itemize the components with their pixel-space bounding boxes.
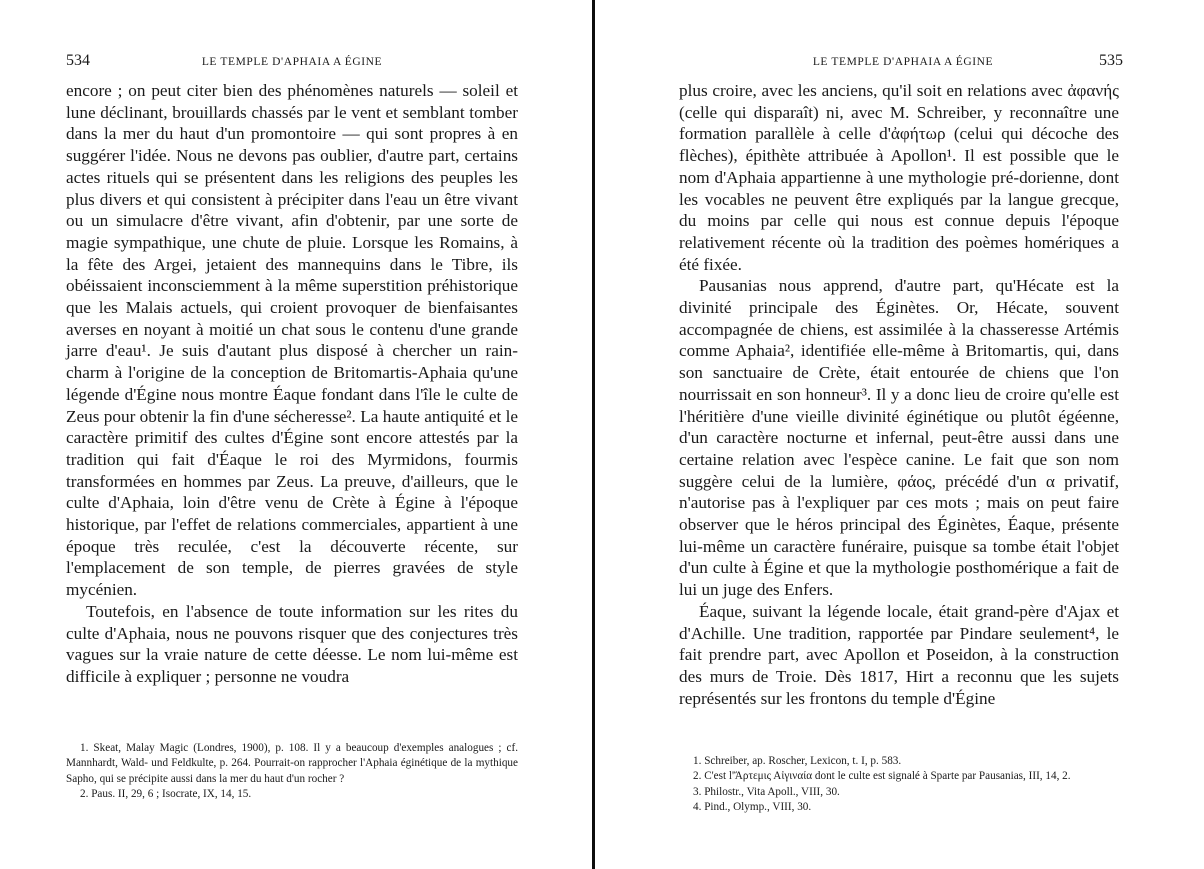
right-page-body [679, 80, 1119, 709]
right-paragraph-1: plus croire, avec les anciens, qu'il soit en relations avec ἀφανής (celle qui disparaît) ni, avec M. Schreiber, y reconnaître une formation parallèle à celle d'ἀφήτωρ (celui qui décoche des flèches), épithète attribuée à Apollon¹. Il est possible que le nom d'Aphaia appartienne à une mythologie pré-dorienne, dont les vocables ne peuvent être expliqués par la langue grecque, du moins par celle qui nous est connue depuis l'époque relativement récente où la tradition des poèmes homériques a été fixée. [679, 81, 1119, 274]
right-footnote-1: 1. Schreiber, ap. Roscher, Lexicon, t. I, p. 583. [693, 755, 902, 767]
right-footnote-3: 3. Philostr., Vita Apoll., VIII, 30. [693, 785, 840, 798]
page-gutter-divider [592, 0, 595, 869]
left-page-number: 534 [66, 52, 90, 69]
left-footnote-1: 1. Skeat, Malay Magic (Londres, 1900), p. 108. Il y a beaucoup d'exemples analogues ; cf. Mannhardt, Wald- und Feldkulte, p. 264. Pourrait-on rapprocher l'Aphaia éginétique de la mythique Sapho, qui se précipite aussi dans la mer du haut d'un rocher ? [66, 742, 518, 785]
left-page [0, 0, 592, 869]
left-footnotes [66, 741, 518, 803]
right-page-header [683, 52, 1123, 74]
left-page-body [66, 80, 518, 688]
right-paragraph-2: Pausanias nous apprend, d'autre part, qu'Hécate est la divinité principale des Éginètes. Or, Hécate, souvent accompagnée de chiens, est assimilée à la chasseresse Artémis comme Aphaia², identifiée elle-même à Britomartis, qui, dans son sanctuaire de Crète, était entourée de chiens que l'on nourrissait en son honneur³. Il y a donc lieu de croire qu'elle est l'héritière d'une vieille divinité éginétique ou plutôt égéenne, d'un caractère nocturne et infernal, peut-être aussi dans une certaine relation avec l'espèce canine. Le fait que son nom suggère celui de la lumière, φάος, précédé d'un α privatif, n'autorise pas à l'expliquer par ces mots ; mais on peut faire observer que le héros principal des Éginètes, Éaque, présente lui-même un caractère funéraire, puisque sa tombe était l'objet d'un culte à Égine et que la mythologie posthomérique a fait de lui un juge des Enfers. [679, 276, 1119, 600]
right-footnotes [679, 754, 1119, 816]
left-page-header [66, 52, 518, 74]
left-paragraph-1: encore ; on peut citer bien des phénomènes naturels — soleil et lune déclinant, brouillards chassés par le vent et semblant tomber dans la mer du haut d'un promontoire — qui sont propres à en suggérer l'idée. Nous ne devons pas oublier, d'autre part, certains actes rituels qui se présentent dans les religions des peuples les plus divers et qui consistent à précipiter dans l'eau un être vivant ou un simulacre d'être vivant, afin d'obtenir, par une sorte de magie sympathique, une chute de pluie. Lorsque les Romains, à la fête des Argei, jetaient des mannequins dans le Tibre, ils obéissaient inconsciemment à la même superstition préhistorique que les Malais actuels, qui croient provoquer de bienfaisantes averses en noyant à moitié un chat sous le contenu d'une grande jarre d'eau¹. Je suis d'autant plus disposé à chercher un rain-charm à l'origine de la conception de Britomartis-Aphaia qu'une légende d'Égine nous montre Éaque fondant dans l'île le culte de Zeus pour obtenir la fin d'une sécheresse². La haute antiquité et le caractère primitif des cultes d'Égine sont encore attestés par la tradition qui fait d'Éaque le roi des Myrmidons, fourmis transformées en hommes par Zeus. La preuve, d'ailleurs, que le culte d'Aphaia, loin d'être venu de Crète à Égine à l'époque historique, par l'effet de relations commerciales, appartient à une époque très reculée, c'est la découverte récente, sur l'emplacement de son temple, de pierres gravées de style mycénien. [66, 81, 518, 600]
right-running-head: LE TEMPLE D'APHAIA A ÉGINE [812, 56, 994, 68]
right-page [596, 0, 1204, 869]
right-paragraph-3: Éaque, suivant la légende locale, était grand-père d'Ajax et d'Achille. Une tradition, rapportée par Pindare seulement⁴, le fait prendre part, avec Apollon et Poseidon, à la construction des murs de Troie. Dès 1817, Hirt a reconnu que les sujets représentés sur les frontons du temple d'Égine [679, 601, 1119, 708]
left-paragraph-2: Toutefois, en l'absence de toute information sur les rites du culte d'Aphaia, nous ne pouvons risquer que des conjectures très vagues sur la vraie nature de cette déesse. Le nom lui-même est difficile à expliquer ; personne ne voudra [66, 601, 518, 686]
left-running-head: LE TEMPLE D'APHAIA A ÉGINE [201, 56, 383, 68]
right-footnote-2: 2. C'est l'Ἄρτεμις Αἰγιναία dont le culte est signalé à Sparte par Pausanias, III, 14, 2. [693, 770, 1071, 783]
left-footnote-2: 2. Paus. II, 29, 6 ; Isocrate, IX, 14, 15. [80, 788, 252, 801]
right-page-number: 535 [1099, 52, 1123, 69]
right-footnote-4: 4. Pind., Olymp., VIII, 30. [693, 801, 812, 814]
